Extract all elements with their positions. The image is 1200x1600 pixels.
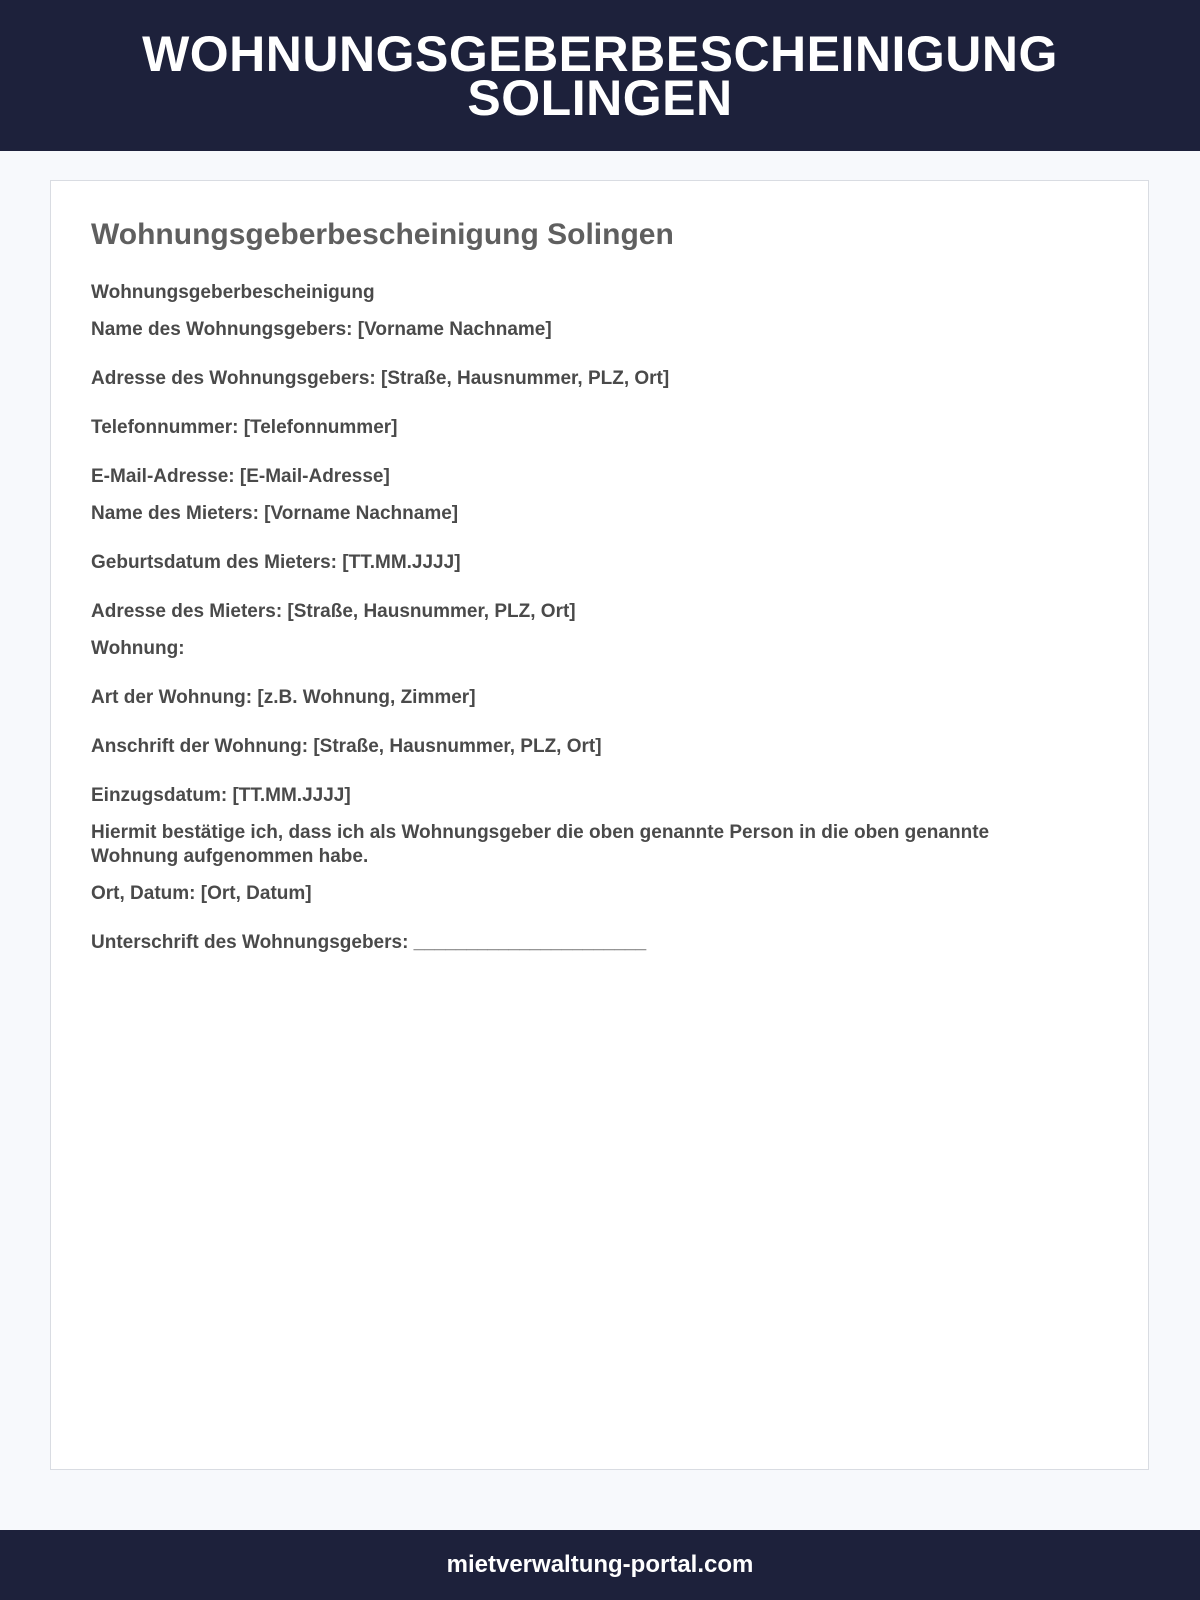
header-title: WOHNUNGSGEBERBESCHEINIGUNG SOLINGEN [142, 25, 1058, 126]
apartment-type-field: Art der Wohnung: [z.B. Wohnung, Zimmer] [91, 687, 476, 708]
document-card [50, 180, 1149, 1470]
signature-field: Unterschrift des Wohnungsgebers: ______________________ [91, 932, 647, 953]
document-subtitle: Wohnungsgeberbescheinigung [91, 282, 375, 303]
landlord-name-field: Name des Wohnungsgebers: [Vorname Nachname] [91, 319, 552, 340]
email-field: E-Mail-Adresse: [E-Mail-Adresse] [91, 466, 390, 487]
footer-site: mietverwaltung-portal.com [446, 1551, 754, 1578]
confirmation-statement: Hiermit bestätige ich, dass ich als Wohnungsgeber die oben genannte Person in die oben genannte Wohnung aufgenommen habe. [91, 822, 990, 867]
page-footer [0, 1530, 1200, 1600]
tenant-address-field: Adresse des Mieters: [Straße, Hausnummer, PLZ, Ort] [91, 601, 576, 622]
place-date-field: Ort, Datum: [Ort, Datum] [91, 883, 312, 904]
document-title: Wohnungsgeberbescheinigung Solingen [91, 218, 674, 251]
phone-field: Telefonnummer: [Telefonnummer] [91, 417, 398, 438]
tenant-name-field: Name des Mieters: [Vorname Nachname] [91, 503, 459, 524]
page-header [0, 0, 1200, 151]
move-in-date-field: Einzugsdatum: [TT.MM.JJJJ] [91, 785, 351, 806]
tenant-birthdate-field: Geburtsdatum des Mieters: [TT.MM.JJJJ] [91, 552, 461, 573]
landlord-address-field: Adresse des Wohnungsgebers: [Straße, Hausnummer, PLZ, Ort] [91, 368, 670, 389]
apartment-heading: Wohnung: [91, 638, 185, 659]
apartment-address-field: Anschrift der Wohnung: [Straße, Hausnummer, PLZ, Ort] [91, 736, 602, 757]
